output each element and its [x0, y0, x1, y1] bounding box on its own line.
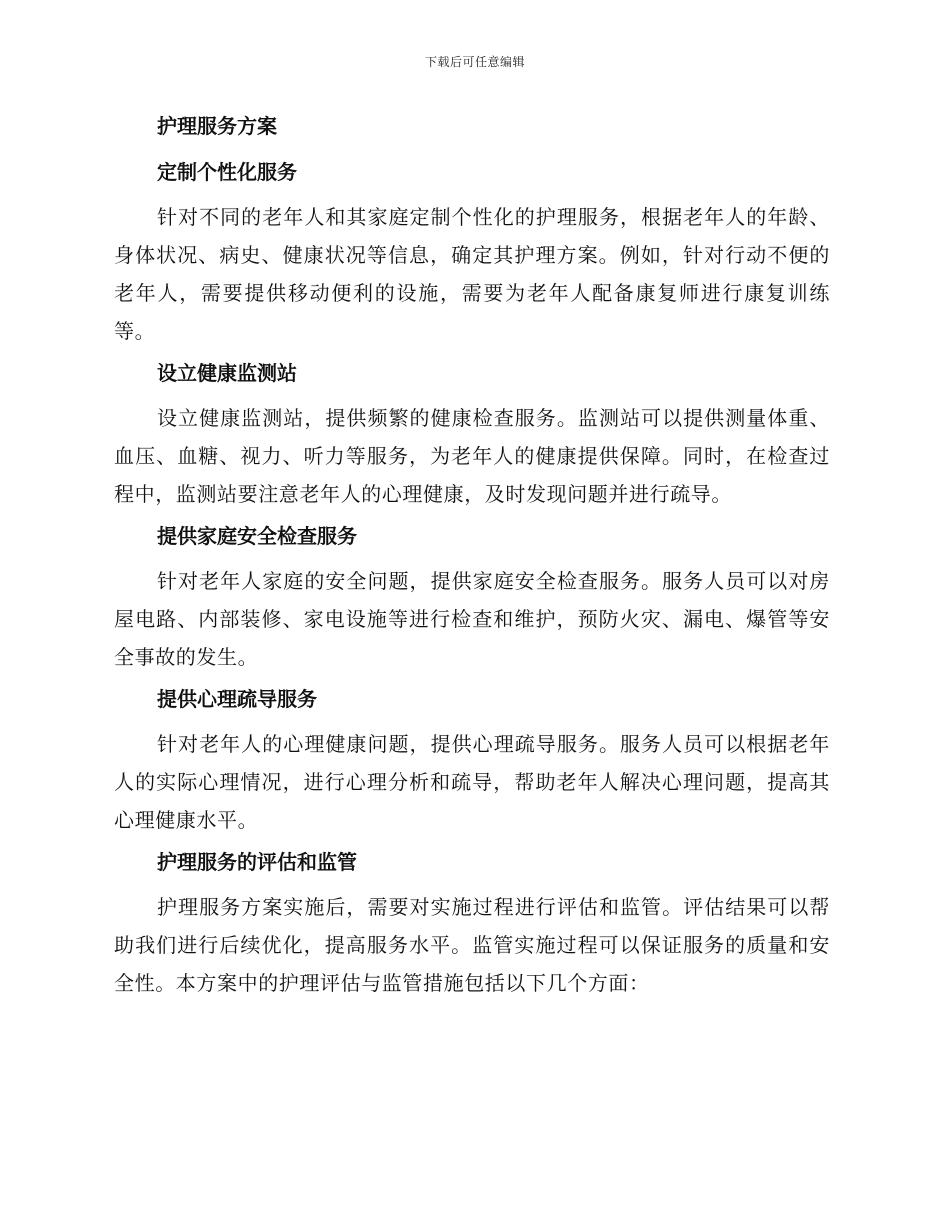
section-heading-home-safety: 提供家庭安全检查服务 [157, 524, 357, 548]
section-heading-customized-service: 定制个性化服务 [157, 160, 297, 184]
section-heading-health-station: 设立健康监测站 [157, 361, 297, 385]
section-heading-psychological-counseling: 提供心理疏导服务 [157, 687, 317, 711]
section-paragraph-psychological-counseling: 针对老年人的心理健康问题，提供心理疏导服务。服务人员可以根据老年人的实际心理情况，进行心理分析和疏导，帮助老年人解决心理问题，提高其心理健康水平。 [114, 732, 830, 832]
section-heading-evaluation-supervision: 护理服务的评估和监管 [157, 850, 357, 874]
page-header-note: 下载后可任意编辑 [424, 55, 525, 69]
section-paragraph-customized-service: 针对不同的老年人和其家庭定制个性化的护理服务，根据老年人的年龄、身体状况、病史、健康状况等信息，确定其护理方案。例如，针对行动不便的老年人，需要提供移动便利的设施，需要为老年人配备康复师进行康复训练等。 [114, 205, 830, 343]
section-paragraph-evaluation-supervision: 护理服务方案实施后，需要对实施过程进行评估和监管。评估结果可以帮助我们进行后续优化，提高服务水平。监管实施过程可以保证服务的质量和安全性。本方案中的护理评估与监管措施包括以下几个方面： [114, 895, 830, 995]
section-paragraph-health-station: 设立健康监测站，提供频繁的健康检查服务。监测站可以提供测量体重、血压、血糖、视力、听力等服务，为老年人的健康提供保障。同时，在检查过程中，监测站要注意老年人的心理健康，及时发现问题并进行疏导。 [114, 406, 830, 506]
document-body [114, 111, 830, 1002]
document-title: 护理服务方案 [157, 114, 277, 138]
section-paragraph-home-safety: 针对老年人家庭的安全问题，提供家庭安全检查服务。服务人员可以对房屋电路、内部装修、家电设施等进行检查和维护，预防火灾、漏电、爆管等安全事故的发生。 [114, 569, 830, 669]
